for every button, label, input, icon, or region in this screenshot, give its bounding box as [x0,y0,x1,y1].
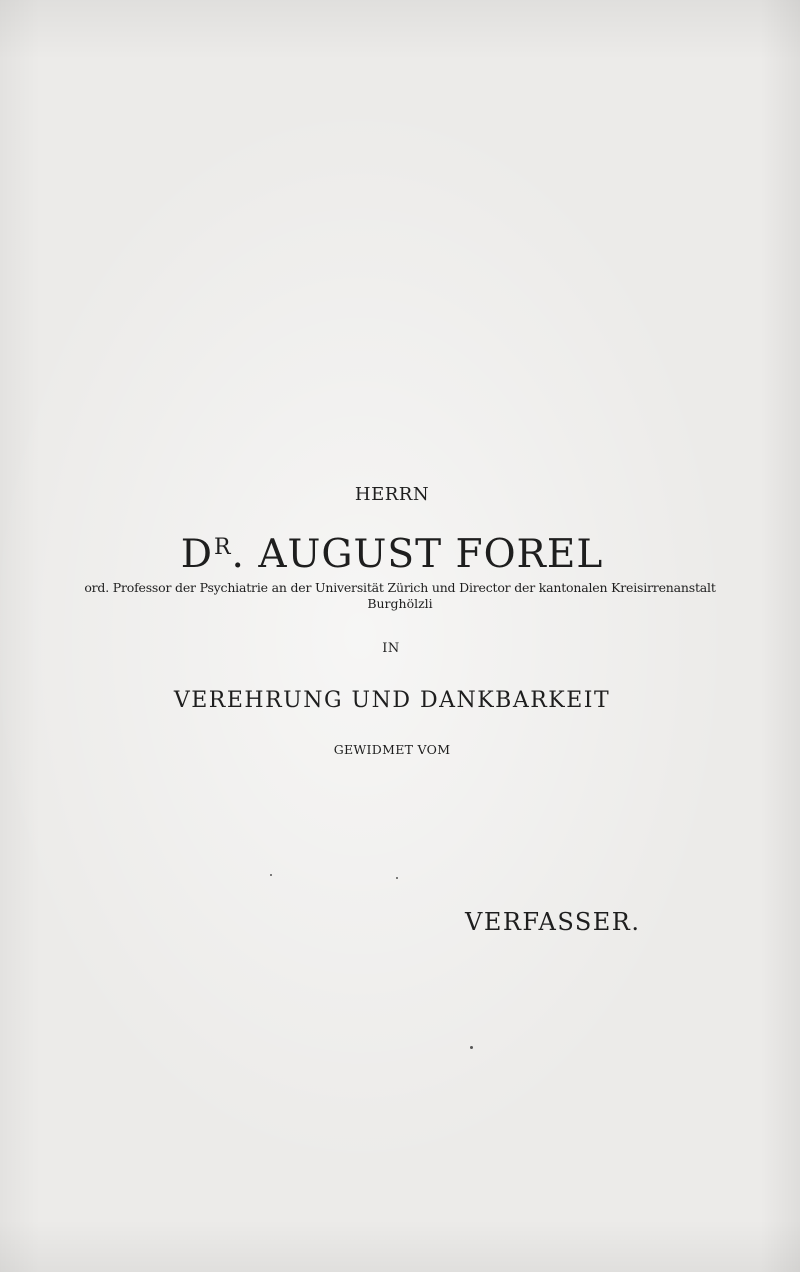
dedicatee-institution: Burghölzli [367,596,433,611]
dedicatee-description: ord. Professor der Psychiatrie an der Universität Zürich und Director der kantonalen Kreisirrenanstalt [84,580,716,595]
title-prefix-superscript: R [213,535,232,560]
ink-speck [396,877,398,879]
name-text: . AUGUST FOREL [231,532,604,577]
preposition: IN [382,641,400,656]
ink-speck [470,1046,473,1049]
salutation: HERRN [354,484,430,505]
dedicated-by-line: GEWIDMET VOM [333,742,451,757]
author-line: VERFASSER. [465,908,641,936]
ink-speck [270,874,272,876]
sentiment-line: VEREHRUNG UND DANKBARKEIT [173,688,611,713]
dedicatee-name [0,532,792,577]
title-prefix: D [180,532,213,577]
